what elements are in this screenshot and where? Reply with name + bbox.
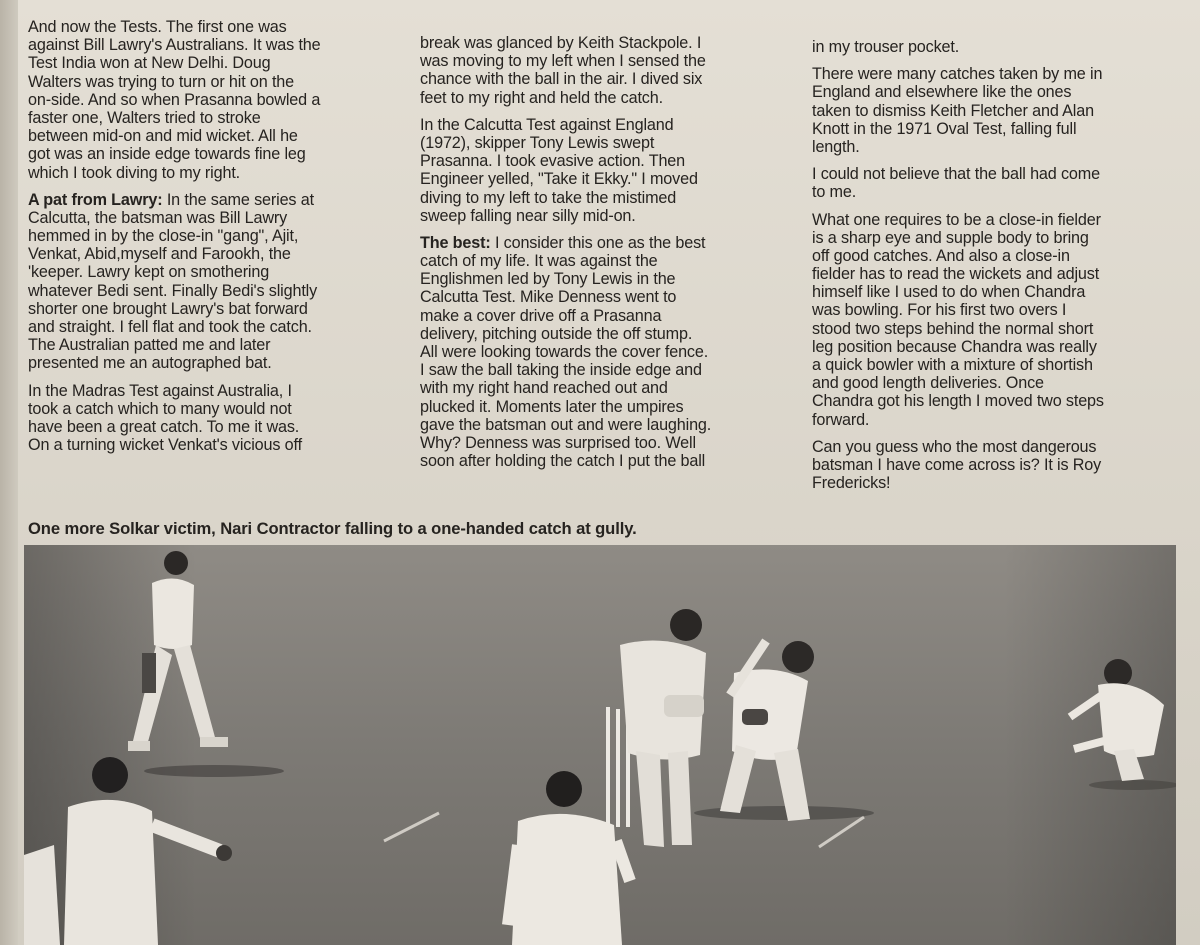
text-line: in my trouser pocket. xyxy=(812,38,960,56)
cricket-photograph xyxy=(24,545,1176,945)
paragraph-could-not-believe xyxy=(812,165,1104,201)
text-line: faster one, Walters tried to stroke xyxy=(28,108,261,127)
paragraph-england-catches xyxy=(812,65,1104,156)
text-line: Test India won at New Delhi. Doug xyxy=(28,54,271,73)
text-line: shorter one brought Lawry's bat forward xyxy=(28,299,308,318)
text-line: gave the batsman out and were laughing. xyxy=(420,415,712,434)
text-line: chance with the ball in the air. I dived six xyxy=(420,70,703,89)
paragraph-pat-from-lawry: A pat from Lawry: In the same series at Calcutta, the batsman was Bill Lawry hemmed in by the close-in "gang", Ajit, Venkat, Abid,myself and Farookh, the 'keeper. Lawry kept on smothering whatever Bedi sent. Finally Bedi's slightly shorter one brought Lawry's bat forward and straight. I fell flat and took the catch. The Australian patted me and later presented me an autographed bat. xyxy=(28,191,321,373)
text-line: plucked it. Moments later the umpires xyxy=(420,397,684,416)
text-line: Prasanna. I took evasive action. Then xyxy=(420,152,686,171)
paragraph-trouser-pocket xyxy=(812,38,1104,56)
text-line: batsman I have come across is? It is Roy xyxy=(812,455,1102,474)
text-line: fielder has to read the wickets and adjust xyxy=(812,265,1100,284)
paragraph-most-dangerous-batsman xyxy=(812,438,1104,493)
text-line: between mid-on and mid wicket. All he xyxy=(28,127,298,146)
text-line: sweep falling near silly mid-on. xyxy=(420,206,636,225)
text-line: Englishmen led by Tony Lewis in the xyxy=(420,270,676,289)
text-line: In the Madras Test against Australia, I xyxy=(28,381,292,400)
text-line: I saw the ball taking the inside edge and xyxy=(420,361,702,380)
text-line: whatever Bedi sent. Finally Bedi's slightly xyxy=(28,281,318,300)
text-line: catch of my life. It was against the xyxy=(420,252,658,271)
text-line: delivery, pitching outside the off stump. xyxy=(420,324,693,343)
text-line: stood two steps behind the normal short xyxy=(812,319,1094,338)
text-line: Walters was trying to turn or hit on the xyxy=(28,72,295,91)
text-line: I could not believe that the ball had come xyxy=(812,165,1100,184)
text-line: Why? Denness was surprised too. Well xyxy=(420,433,696,452)
paragraph-close-in-fielder xyxy=(812,211,1104,429)
text-line: is a sharp eye and supple body to bring xyxy=(812,228,1089,247)
text-line: break was glanced by Keith Stackpole. I xyxy=(420,34,702,52)
text-line: against Bill Lawry's Australians. It was the xyxy=(28,36,321,55)
text-line: got was an inside edge towards fine leg xyxy=(28,145,306,164)
text-line: Calcutta, the batsman was Bill Lawry xyxy=(28,208,288,227)
text-line: was moving to my left when I sensed the xyxy=(420,52,706,71)
text-line: presented me an autographed bat. xyxy=(28,354,272,373)
text-line: have been a great catch. To me it was. xyxy=(28,417,300,436)
text-line: which I took diving to my right. xyxy=(28,163,241,182)
article-column-3 xyxy=(812,38,1104,492)
paragraph-madras-test xyxy=(28,382,321,455)
text-line: himself like I used to do when Chandra xyxy=(812,283,1086,302)
text-line: on-side. And so when Prasanna bowled a xyxy=(28,90,321,109)
text-line: In the Calcutta Test against England xyxy=(420,115,674,134)
text-line: took a catch which to many would not xyxy=(28,399,292,418)
text-line: And now the Tests. The first one was xyxy=(28,18,287,36)
photo-caption: One more Solkar victim, Nari Contractor falling to a one-handed catch at gully. xyxy=(28,519,637,538)
text-line: On a turning wicket Venkat's vicious off xyxy=(28,436,302,455)
fielder-shadow xyxy=(144,765,284,777)
text-line: What one requires to be a close-in fielder xyxy=(812,210,1101,229)
article-column-1 xyxy=(28,18,321,454)
text-line: feet to my right and held the catch. xyxy=(420,88,663,107)
text-line: Venkat, Abid,myself and Farookh, the xyxy=(28,245,291,264)
text-line: diving to my left to take the mistimed xyxy=(420,188,677,207)
text-line: soon after holding the catch I put the ball xyxy=(420,452,706,471)
text-line: Can you guess who the most dangerous xyxy=(812,437,1097,456)
subhead-the-best: The best: xyxy=(420,233,491,252)
text-line: Fredericks! xyxy=(812,474,891,493)
text-line: England and elsewhere like the ones xyxy=(812,83,1072,102)
text-line: was bowling. For his first two overs I xyxy=(812,301,1067,320)
text-line: Knott in the 1971 Oval Test, falling full xyxy=(812,119,1077,138)
text-line: (1972), skipper Tony Lewis swept xyxy=(420,133,655,152)
text-line: taken to dismiss Keith Fletcher and Alan xyxy=(812,101,1094,120)
text-line: a quick bowler with a mixture of shortish xyxy=(812,356,1093,374)
text-line: forward. xyxy=(812,410,870,429)
text-line: off good catches. And also a close-in xyxy=(812,246,1070,265)
text-line: Engineer yelled, "Take it Ekky." I moved xyxy=(420,170,698,189)
text-line: length. xyxy=(812,137,860,156)
paragraph-calcutta-test xyxy=(420,116,711,225)
text-line: make a cover drive off a Prasanna xyxy=(420,306,662,325)
text-line: and good length deliveries. Once xyxy=(812,374,1044,393)
text-line: to me. xyxy=(812,183,857,202)
cricket-scene xyxy=(24,545,1176,945)
text-line: The Australian patted me and later xyxy=(28,336,271,355)
subhead-pat-from-lawry: A pat from Lawry: xyxy=(28,190,163,209)
article-column-2 xyxy=(420,34,711,470)
text-line: Chandra got his length I moved two steps xyxy=(812,392,1104,411)
text-line: and straight. I fell flat and took the catch. xyxy=(28,318,312,336)
text-line: Calcutta Test. Mike Denness went to xyxy=(420,288,677,307)
page-binding-shadow xyxy=(0,0,18,945)
text-line: with my right hand reached out and xyxy=(420,379,668,398)
text-line: There were many catches taken by me in xyxy=(812,65,1103,84)
text-line: leg position because Chandra was really xyxy=(812,337,1097,356)
paragraph-the-best: The best: I consider this one as the best catch of my life. It was against the Englishmen led by Tony Lewis in the Calcutta Test. Mike Denness went to make a cover drive off a Prasanna delivery, pitching outside the off stump. All were looking towards the cover fence. I saw the ball taking the inside edge and with my right hand reached out and plucked it. Moments later the umpires gave the batsman out and were laughing. Why? Denness was surprised too. Well soon after holding the catch I put the ball xyxy=(420,233,712,471)
text-line: 'keeper. Lawry kept on smothering xyxy=(28,263,270,282)
text-line: hemmed in by the close-in "gang", Ajit, xyxy=(28,227,299,246)
paragraph-stackpole-catch xyxy=(420,34,711,107)
paragraph-tests-intro xyxy=(28,18,321,182)
text-line: All were looking towards the cover fence. xyxy=(420,343,709,361)
